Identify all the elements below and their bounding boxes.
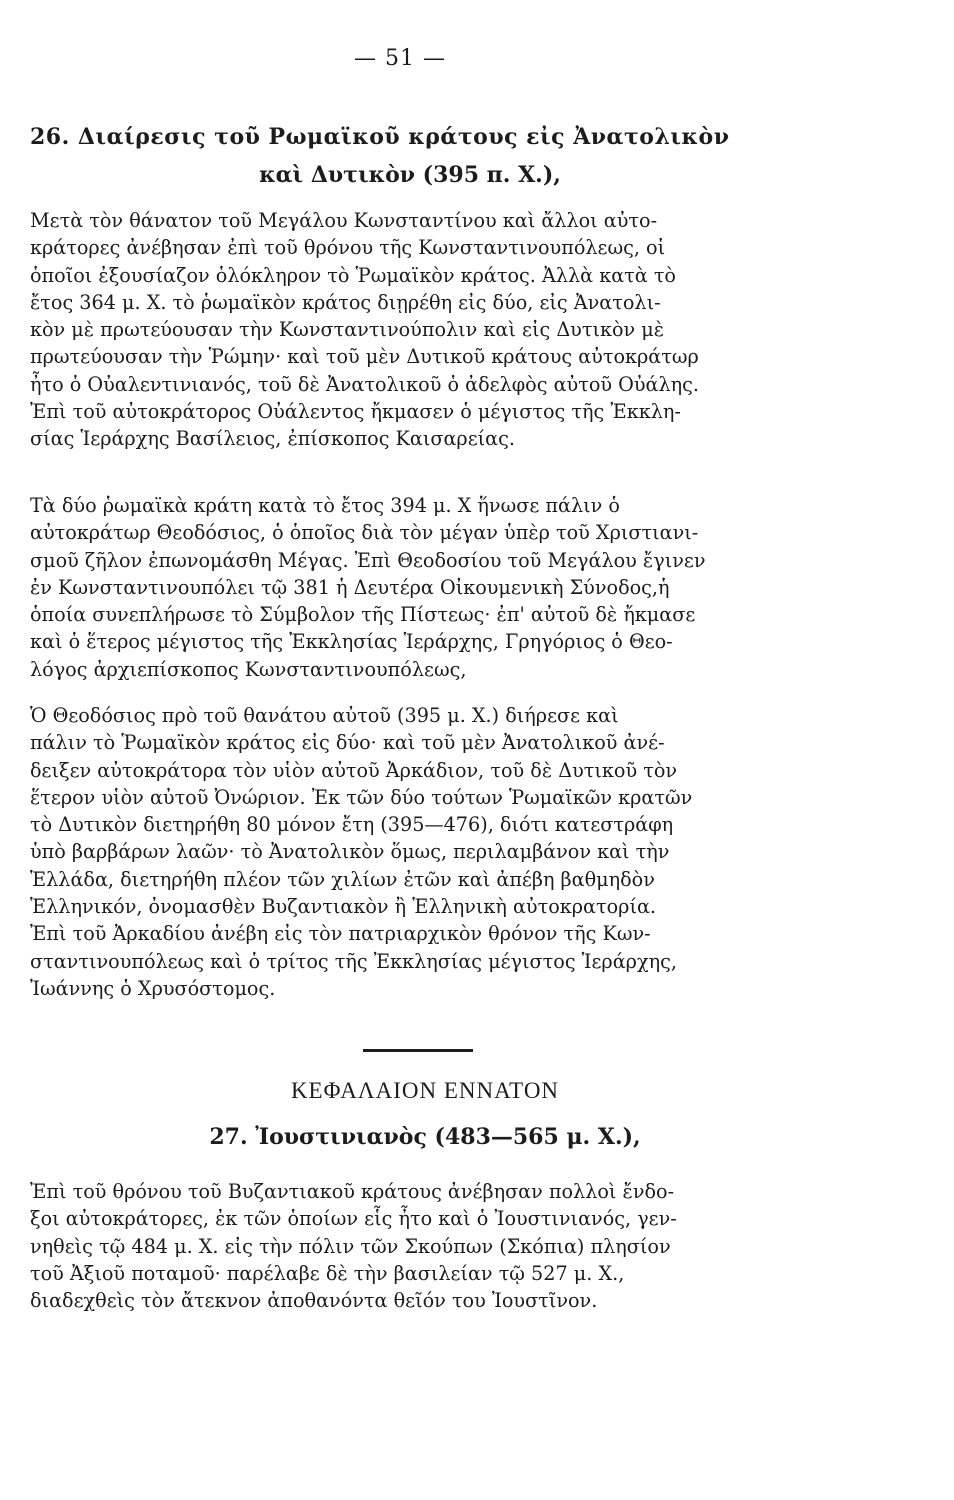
text-line: Ἐπὶ τοῦ θρόνου τοῦ Βυζαντιακοῦ κράτους ἀνέβησαν πολλοὶ ἔνδο- (30, 1180, 675, 1203)
text-line: ὁποῖοι ἐξουσίαζον ὁλόκληρον τὸ Ῥωμαϊκὸν κράτος. Ἀλλὰ κατὰ τὸ (30, 263, 676, 287)
text-line: ἔτος 364 μ. Χ. τὸ ῥωμαϊκὸν κράτος διῃρέθη εἰς δύο, εἰς Ἀνατολι- (30, 290, 661, 314)
paragraph-1 (30, 207, 830, 453)
chapter-title: ΚΕΦΑΛΑΙΟΝ ΕΝΝΑΤΟΝ (290, 1078, 560, 1103)
text-line: ὑπὸ βαρβάρων λαῶν· τὸ Ἀνατολικὸν ὅμως, περιλαμβάνον καὶ τὴν (30, 840, 670, 864)
text-line: αὐτοκράτωρ Θεοδόσιος, ὁ ὁποῖος διὰ τὸν μέγαν ὑπὲρ τοῦ Χριστιανι- (30, 521, 699, 545)
paragraph-3 (30, 702, 830, 1002)
text-line: ἐν Κωνσταντινουπόλει τῷ 381 ἡ Δευτέρα Οἰκουμενικὴ Σύνοδος,ἡ (30, 575, 670, 599)
section-26-title-line-2: καὶ Δυτικὸν (395 π. Χ.), (259, 162, 561, 188)
text-line: ἕτερον υἱὸν αὐτοῦ Ὀνώριον. Ἐκ τῶν δύο τούτων Ῥωμαϊκῶν κρατῶν (30, 785, 693, 809)
section-divider (363, 1049, 473, 1052)
paragraph-2 (30, 492, 830, 683)
text-line: Ἐπὶ τοῦ Ἀρκαδίου ἀνέβη εἰς τὸν πατριαρχικὸν θρόνον τῆς Κων- (30, 922, 651, 946)
text-line: Ἰωάννης ὁ Χρυσόστομος. (30, 976, 276, 1000)
paragraph-4 (30, 1178, 830, 1314)
text-line: κράτορες ἀνέβησαν ἐπὶ τοῦ θρόνου τῆς Κωνσταντινουπόλεως, οἱ (30, 236, 666, 260)
text-line: λόγος ἀρχιεπίσκοπος Κωνσταντινουπόλεως, (30, 657, 467, 681)
page-number: — 51 — (354, 46, 446, 71)
text-line: Ἑλλάδα, διετηρήθη πλέον τῶν χιλίων ἐτῶν καὶ ἀπέβη βαθμηδὸν (30, 867, 655, 891)
text-line: σταντινουπόλεως καὶ ὁ τρίτος τῆς Ἐκκλησίας μέγιστος Ἱεράρχης, (30, 949, 677, 973)
text-line: δειξεν αὐτοκράτορα τὸν υἱὸν αὐτοῦ Ἀρκάδιον, τοῦ δὲ Δυτικοῦ τὸν (30, 758, 678, 782)
text-line: πρωτεύουσαν τὴν Ῥώμην· καὶ τοῦ μὲν Δυτικοῦ κράτους αὐτοκράτωρ (30, 345, 699, 369)
section-26-heading (30, 118, 850, 194)
text-line: ὁποία συνεπλήρωσε τὸ Σύμβολον τῆς Πίστεως· ἐπ' αὐτοῦ δὲ ἤκμασε (30, 603, 696, 627)
text-line: τὸ Δυτικὸν διετηρήθη 80 μόνον ἔτη (395—476), διότι κατεστράφη (30, 813, 674, 837)
text-line: πάλιν τὸ Ῥωμαϊκὸν κράτος εἰς δύο· καὶ τοῦ μὲν Ἀνατολικοῦ ἀνέ- (30, 731, 665, 755)
text-line: σίας Ἱεράρχης Βασίλειος, ἐπίσκοπος Καισαρείας. (30, 427, 515, 451)
text-line: ξοι αὐτοκράτορες, ἐκ τῶν ὁποίων εἷς ἦτο καὶ ὁ Ἰουστινιανός, γεν- (30, 1207, 677, 1231)
text-line: νηθεὶς τῷ 484 μ. Χ. εἰς τὴν πόλιν τῶν Σκούπων (Σκόπια) πλησίον (30, 1234, 671, 1258)
section-27-heading: 27. Ἰουστινιανὸς (483—565 μ. Χ.), (209, 1124, 641, 1150)
text-line: Ἐπὶ τοῦ αὐτοκράτορος Οὐάλεντος ἤκμασεν ὁ μέγιστος τῆς Ἐκκλη- (30, 400, 681, 424)
text-line: τοῦ Ἀξιοῦ ποταμοῦ· παρέλαβε δὲ τὴν βασιλείαν τῷ 527 μ. Χ., (30, 1261, 625, 1285)
text-line: Ὁ Θεοδόσιος πρὸ τοῦ θανάτου αὐτοῦ (395 μ. Χ.) διήρεσε καὶ (30, 704, 619, 727)
text-line: καὶ ὁ ἕτερος μέγιστος τῆς Ἐκκλησίας Ἱεράρχης, Γρηγόριος ὁ Θεο- (30, 630, 673, 654)
text-line: κὸν μὲ πρωτεύουσαν τὴν Κωνσταντινούπολιν καὶ εἰς Δυτικὸν μὲ (30, 318, 665, 342)
text-line: Τὰ δύο ῥωμαϊκὰ κράτη κατὰ τὸ ἔτος 394 μ. Χ ἥνωσε πάλιν ὁ (30, 494, 620, 517)
text-line: σμοῦ ζῆλον ἐπωνομάσθη Μέγας. Ἐπὶ Θεοδοσίου τοῦ Μεγάλου ἔγινεν (30, 548, 706, 572)
text-line: Ἑλληνικόν, ὀνομασθὲν Βυζαντιακὸν ἢ Ἑλληνικὴ αὐτοκρατορία. (30, 895, 657, 919)
text-line: Μετὰ τὸν θάνατον τοῦ Μεγάλου Κωνσταντίνου καὶ ἄλλοι αὐτο- (30, 209, 658, 232)
text-line: διαδεχθεὶς τὸν ἄτεκνον ἀποθανόντα θεῖόν του Ἰουστῖνον. (30, 1289, 598, 1313)
section-26-title-line-1: 26. Διαίρεσις τοῦ Ρωμαϊκοῦ κράτους εἰς Ἀνατολικὸν (30, 124, 730, 150)
text-line: ἦτο ὁ Οὐαλεντινιανός, τοῦ δὲ Ἀνατολικοῦ ὁ ἀδελφὸς αὐτοῦ Οὐάλης. (30, 372, 699, 396)
